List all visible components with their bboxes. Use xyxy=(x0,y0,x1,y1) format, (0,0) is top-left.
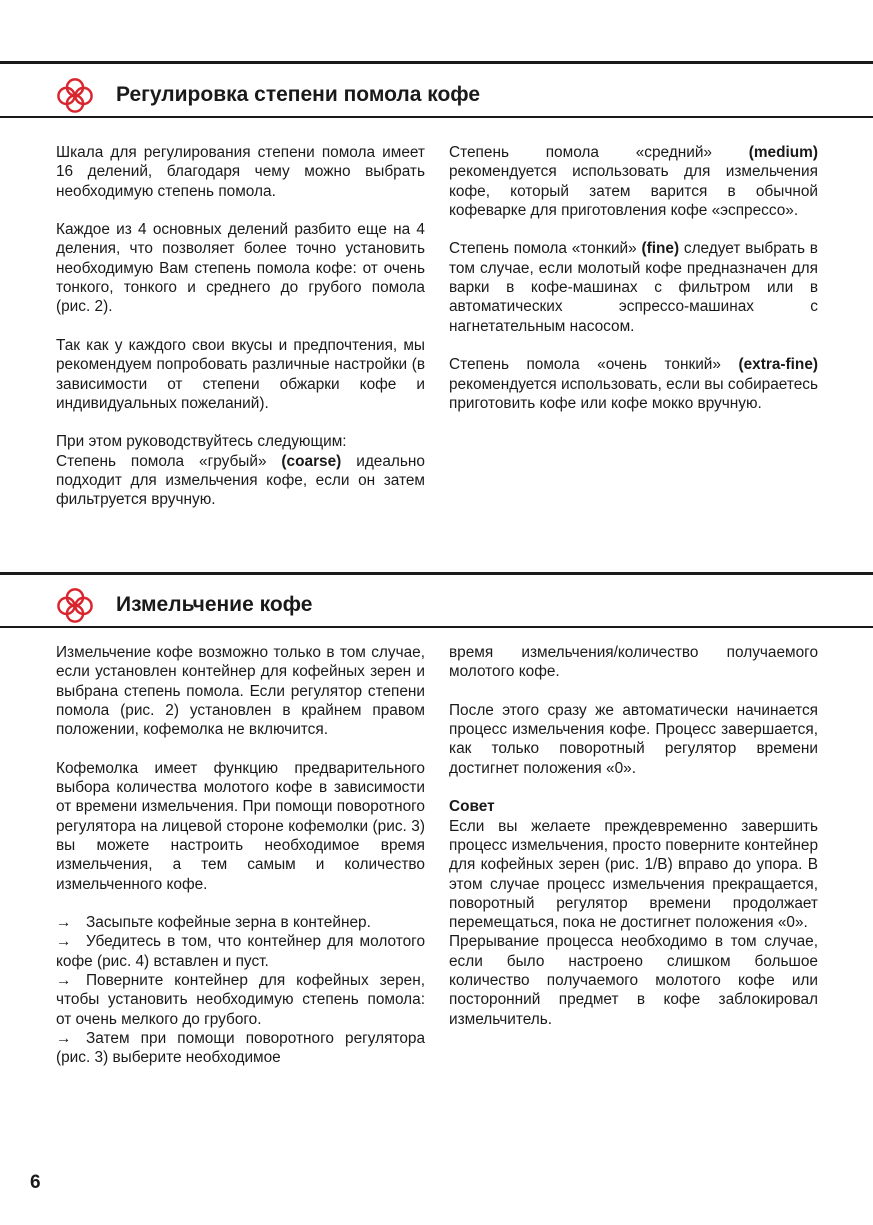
paragraph-fine xyxy=(449,239,818,335)
list-item xyxy=(56,913,425,932)
text: следует выбрать в том случае, если молотый кофе предназначен для варки в кофе-машинах с фильтром или в автоматических эспрессо-машинах с нагнетательным насосом. xyxy=(449,240,818,335)
section1-header xyxy=(56,77,480,113)
section2-title: Измельчение кофе xyxy=(116,593,313,616)
text: Степень помола «очень тонкий» xyxy=(449,356,739,374)
section2-right-column xyxy=(449,643,818,1048)
paragraph: Так как у каждого свои вкусы и предпочтения, мы рекомендуем попробовать различные настройки (в зависимости от степени обжарки кофе и индивидуальных пожеланий). xyxy=(56,336,425,412)
paragraph: Измельчение кофе возможно только в том случае, если установлен контейнер для кофейных зерен и выбрана степень помола. Если регулятор степени помола (рис. 2) установлен в крайнем правом положении, кофемолка не включится. xyxy=(56,644,425,739)
step-text: Убедитесь в том, что контейнер для молотого кофе (рис. 4) вставлен и пуст. xyxy=(56,933,425,970)
flower-logo-icon xyxy=(56,77,94,113)
term-coarse: (coarse) xyxy=(281,452,342,470)
step-text: Засыпьте кофейные зерна в контейнер. xyxy=(86,914,371,932)
text: идеально подходит для измельчения кофе, если он затем фильтруется вручную. xyxy=(56,452,425,509)
section2-header xyxy=(56,587,312,623)
section2-bottom-rule xyxy=(0,626,873,628)
step-text: Затем при помощи поворотного регулятора (рис. 3) выберите необходимое xyxy=(56,1029,425,1067)
section2-left-column xyxy=(56,643,425,1068)
section1-title: Регулировка степени помола кофе xyxy=(116,83,481,106)
text: рекомендуется использовать для измельчения кофе, который затем варится в обычной кофеварке для приготовления кофе «эспрессо». xyxy=(449,163,818,219)
arrow-right-icon: → xyxy=(56,972,72,990)
paragraph-medium xyxy=(449,143,818,220)
section1-left-column xyxy=(56,143,425,529)
section2-top-rule xyxy=(0,572,873,575)
tip-paragraph: Если вы желаете преждевременно завершить процесс измельчения, просто поверните контейнер для кофейных зерен (рис. 1/B) вправо до упора. В этом случае процесс измельчения прекращается, поворотный регулятор времени продолжает перемещаться, пока не достигнет положения «0». xyxy=(449,817,818,932)
text: Степень помола «средний» xyxy=(449,144,749,161)
list-item xyxy=(56,1029,425,1068)
page-number: 6 xyxy=(30,1172,41,1193)
section1-right-column xyxy=(449,143,818,432)
term-fine: (fine) xyxy=(641,240,680,258)
paragraph-extra-fine xyxy=(449,355,818,413)
term-extra-fine: (extra-fine) xyxy=(738,356,818,374)
flower-logo-icon xyxy=(56,587,94,623)
text: рекомендуется использовать, если вы собираетесь приготовить кофе или кофе мокко вручную. xyxy=(449,375,818,412)
paragraph: При этом руководствуйтесь следующим: xyxy=(56,433,347,451)
term-medium: (medium) xyxy=(748,144,818,161)
paragraph: Шкала для регулирования степени помола имеет 16 делений, благодаря чему можно выбрать необходимую степень помола. xyxy=(56,144,425,200)
text: Степень помола «тонкий» xyxy=(449,240,642,258)
paragraph-coarse xyxy=(56,452,425,510)
step-text: Поверните контейнер для кофейных зерен, чтобы установить необходимую степень помола: от очень мелкого до грубого. xyxy=(56,972,425,1028)
paragraph: После этого сразу же автоматически начинается процесс измельчения кофе. Процесс завершается, как только поворотный регулятор времени достигнет положения «0». xyxy=(449,701,818,777)
list-item xyxy=(56,932,425,971)
section1-bottom-rule xyxy=(0,116,873,118)
paragraph: время измельчения/количество получаемого молотого кофе. xyxy=(449,644,818,681)
tip-heading-text: Совет xyxy=(449,798,495,816)
list-item xyxy=(56,971,425,1029)
arrow-right-icon: → xyxy=(56,1029,72,1047)
tip-paragraph: Прерывание процесса необходимо в том случае, если было настроено слишком большое количество получаемого молотого кофе или посторонний предмет в кофе заблокировал измельчитель. xyxy=(449,933,818,1028)
arrow-right-icon: → xyxy=(56,933,72,951)
text: Степень помола «грубый» xyxy=(56,452,282,470)
paragraph: Кофемолка имеет функцию предварительного выбора количества молотого кофе в зависимости от времени измельчения. При помощи поворотного регулятора на лицевой стороне кофемолки (рис. 3) вы можете настроить необходимое время измельчения, а тем самым и количество измельченного кофе. xyxy=(56,759,425,893)
tip-heading xyxy=(449,797,818,816)
paragraph: Каждое из 4 основных делений разбито еще на 4 деления, что позволяет более точно установить необходимую Вам степень помола кофе: от очень тонкого, тонкого и среднего до грубого помола (рис. 2). xyxy=(56,221,425,316)
arrow-right-icon: → xyxy=(56,914,72,932)
section1-top-rule xyxy=(0,61,873,64)
